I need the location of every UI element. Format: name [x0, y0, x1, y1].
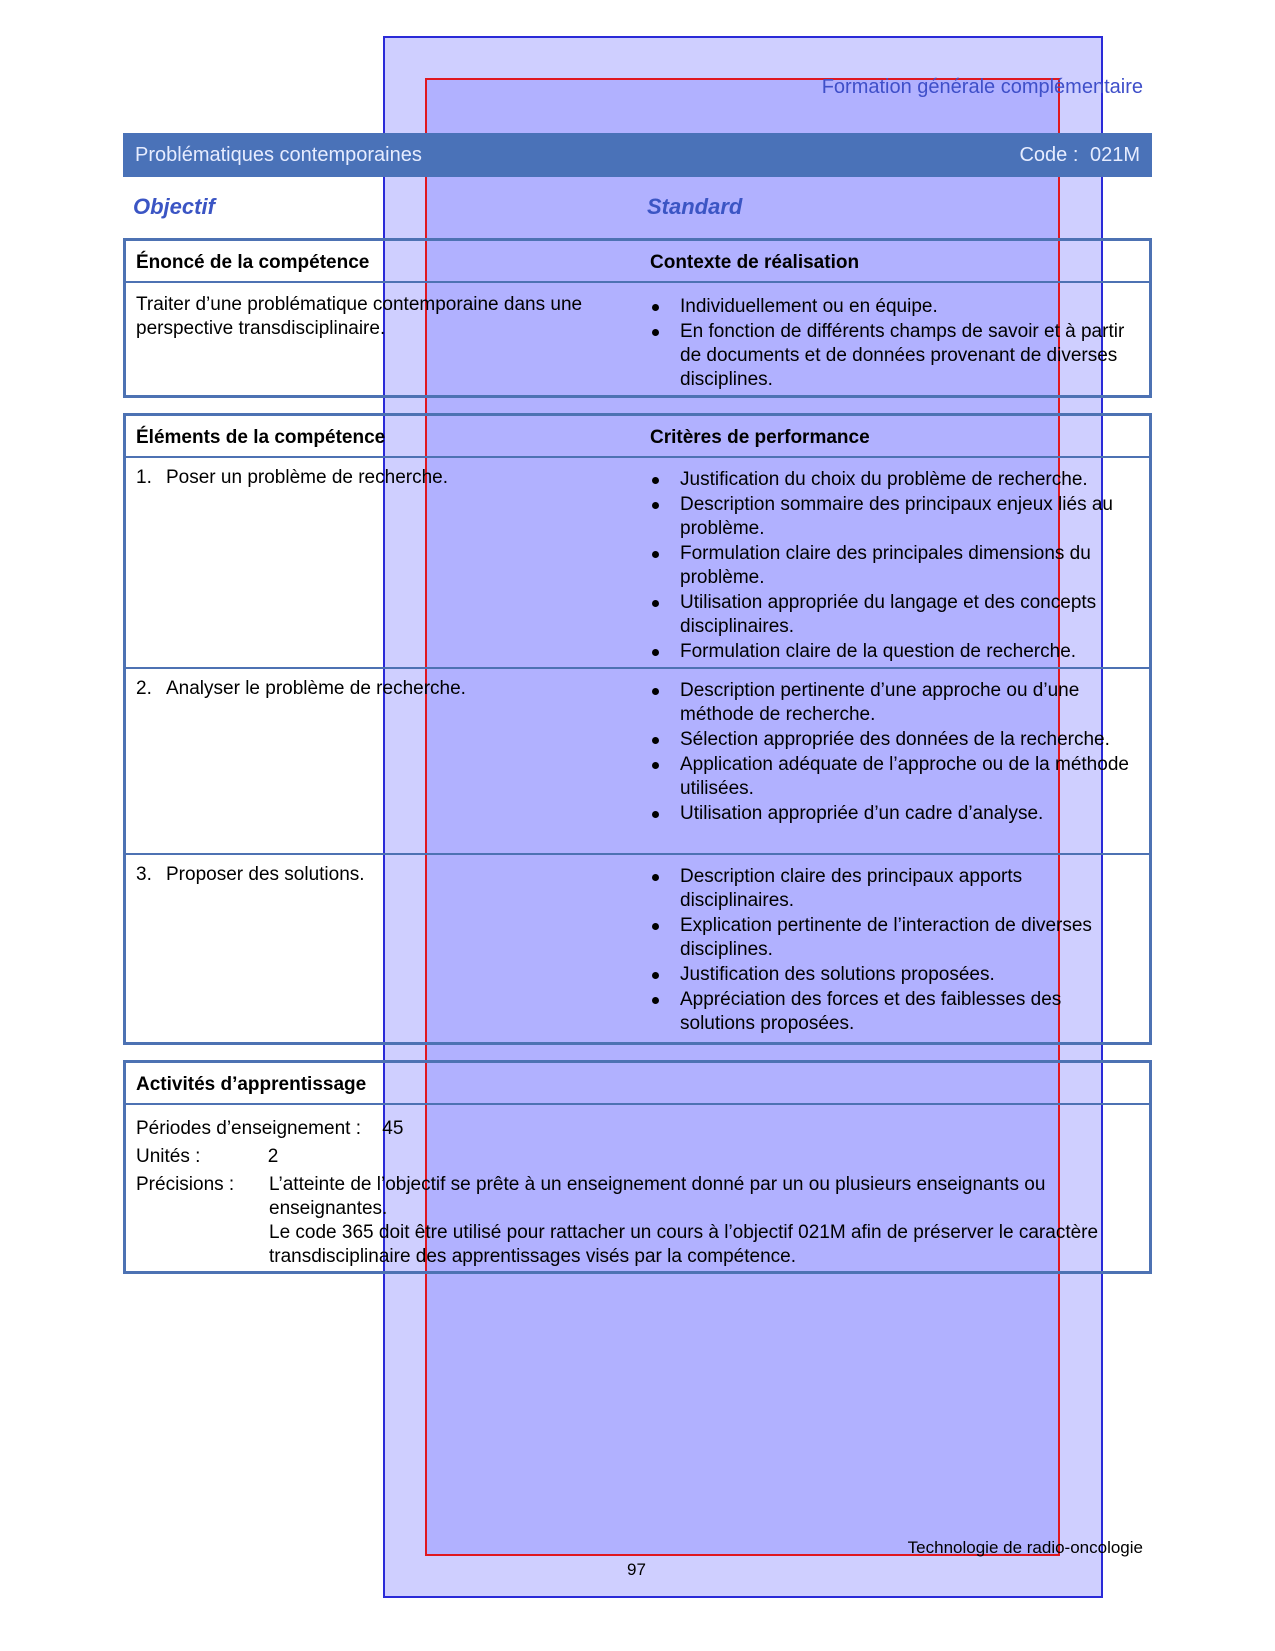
competence-box	[123, 238, 1152, 398]
list-item: Description pertinente d’une approche ou d’une méthode de recherche.	[650, 679, 1140, 727]
competence-row	[126, 283, 1149, 395]
list-item: Description sommaire des principaux enjeux liés au problème.	[650, 493, 1140, 541]
footer-program: Technologie de radio-oncologie	[907, 1538, 1143, 1557]
competence-statement: Traiter d’une problématique contemporaine dans une perspective transdisciplinaire.	[136, 294, 583, 339]
precisions-label: Précisions :	[136, 1174, 235, 1195]
bullet-icon	[652, 997, 659, 1004]
list-item: Formulation claire des principales dimensions du problème.	[650, 542, 1140, 590]
code-value: 021M	[1089, 143, 1140, 166]
activities-box	[123, 1060, 1152, 1274]
table-row	[126, 458, 1149, 669]
list-item: Appréciation des forces et des faiblesses des solutions proposées.	[650, 988, 1140, 1036]
element-label: 2. Analyser le problème de recherche.	[136, 678, 466, 699]
bullet-icon	[652, 304, 659, 311]
criteria-list	[650, 865, 1140, 1037]
list-item: Explication pertinente de l’interaction de diverses disciplines.	[650, 914, 1140, 962]
element-label: 3. Proposer des solutions.	[136, 864, 365, 885]
activities-heading: Activités d’apprentissage	[136, 1074, 367, 1095]
list-item: Application adéquate de l’approche ou de la méthode utilisées.	[650, 753, 1140, 801]
bullet-icon	[652, 551, 659, 558]
bullet-icon	[652, 737, 659, 744]
bullet-icon	[652, 972, 659, 979]
objectif-heading: Objectif	[133, 194, 215, 219]
periods-value: 45	[382, 1118, 404, 1139]
list-item: Individuellement ou en équipe.	[650, 295, 1140, 319]
table-row	[126, 855, 1149, 1042]
list-item: En fonction de différents champs de savoir et à partir de documents et de données provenant de diverses disciplines.	[650, 320, 1140, 392]
bullet-icon	[652, 811, 659, 818]
code-label: Code :	[1019, 143, 1079, 166]
periods-label: Périodes d’enseignement :	[136, 1118, 361, 1139]
competence-box-header	[126, 241, 1149, 283]
activities-box-header	[126, 1063, 1149, 1105]
precision-2: Le code 365 doit être utilisé pour rattacher un cours à l’objectif 021M afin de préserver le caractère transdisciplinaire des apprentissages visés par la compétence.	[269, 1222, 1099, 1267]
competence-heading: Énoncé de la compétence	[136, 252, 370, 273]
bullet-icon	[652, 649, 659, 656]
section-header: Formation générale complémentaire	[821, 76, 1143, 98]
periods-line	[136, 1117, 403, 1141]
bullet-icon	[652, 329, 659, 336]
elements-heading: Éléments de la compétence	[136, 427, 386, 448]
list-item: Formulation claire de la question de recherche.	[650, 640, 1140, 664]
units-label: Unités :	[136, 1146, 201, 1167]
list-item: Utilisation appropriée d’un cadre d’analyse.	[650, 802, 1140, 826]
list-item: Sélection appropriée des données de la recherche.	[650, 728, 1140, 752]
element-label: 1. Poser un problème de recherche.	[136, 467, 448, 488]
context-heading: Contexte de réalisation	[650, 252, 860, 273]
bullet-icon	[652, 600, 659, 607]
bullet-icon	[652, 874, 659, 881]
code-group	[1019, 144, 1140, 167]
bullet-icon	[652, 477, 659, 484]
bullet-icon	[652, 502, 659, 509]
bullet-icon	[652, 762, 659, 769]
context-list	[650, 295, 1140, 393]
elements-box	[123, 413, 1152, 1045]
units-value: 2	[267, 1146, 279, 1167]
bullet-icon	[652, 688, 659, 695]
criteria-heading: Critères de performance	[650, 427, 870, 448]
list-item: Description claire des principaux apports disciplinaires.	[650, 865, 1140, 913]
list-item: Utilisation appropriée du langage et des concepts disciplinaires.	[650, 591, 1140, 639]
units-line	[136, 1145, 278, 1169]
title-bar	[123, 133, 1152, 177]
precision-1: L’atteinte de l’objectif se prête à un enseignement donné par un ou plusieurs enseignants ou enseignantes.	[269, 1174, 1046, 1219]
page-title: Problématiques contemporaines	[135, 143, 422, 166]
table-row	[126, 669, 1149, 855]
standard-heading: Standard	[647, 194, 743, 219]
criteria-list	[650, 679, 1140, 827]
page-number: 97	[627, 1560, 646, 1579]
criteria-list	[650, 468, 1140, 665]
elements-box-header	[126, 416, 1149, 458]
bullet-icon	[652, 923, 659, 930]
list-item: Justification du choix du problème de recherche.	[650, 468, 1140, 492]
list-item: Justification des solutions proposées.	[650, 963, 1140, 987]
